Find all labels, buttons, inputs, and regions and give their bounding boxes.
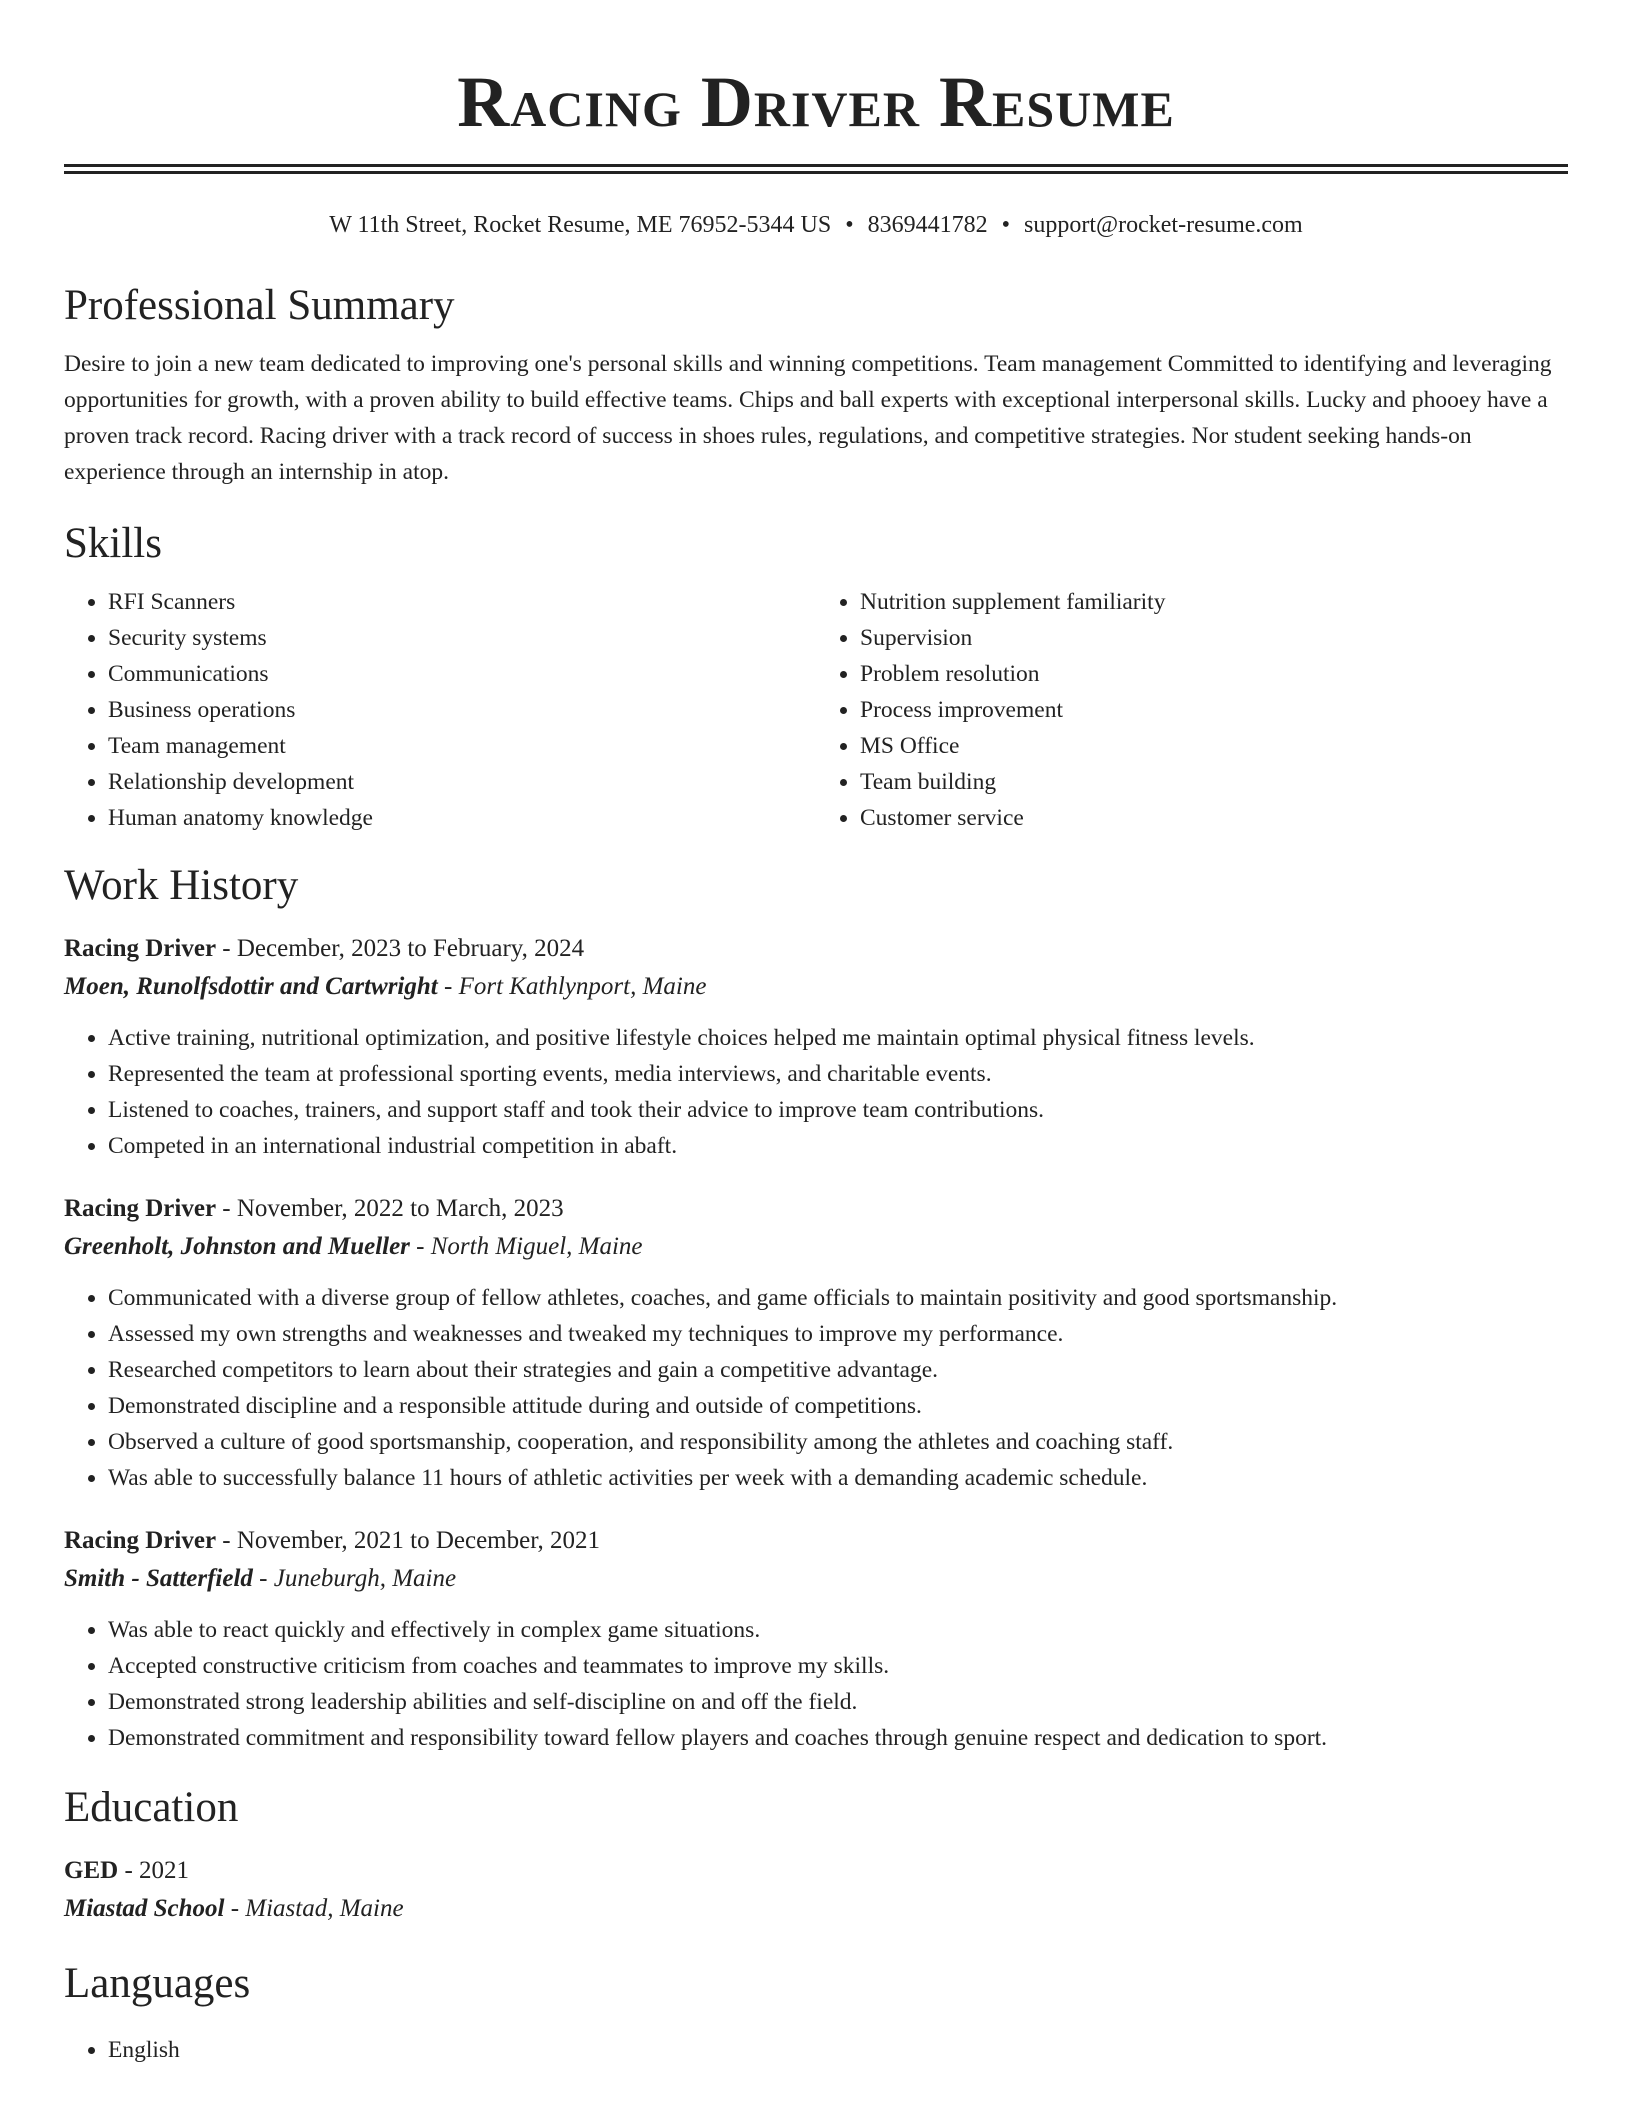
skill-item: • Security systems [108,620,816,656]
job-entry [64,1190,1568,1496]
skills-list [64,584,1568,836]
company-name: Moen, Runolfsdottir and Cartwright [64,973,438,1000]
language-items [64,2032,1568,2068]
dash: - [230,1895,240,1922]
company-location: Fort Kathlynport, Maine [458,973,707,1000]
contact-phone: 8369441782 [867,212,988,238]
job-entry [64,930,1568,1164]
skill-item: • Relationship development [108,764,816,800]
job-bullet: • Was able to successfully balance 11 hours of athletic activities per week with a demanding academic schedule. [108,1460,1568,1496]
title-divider [64,164,1568,174]
job-bullets [64,1280,1568,1496]
school-line [64,1890,1568,1928]
company-name: Smith - Satterfield [64,1565,253,1592]
job-entry [64,1522,1568,1756]
skill-item: • Business operations [108,692,816,728]
company-location: North Miguel, Maine [430,1233,643,1260]
degree-line [64,1852,1568,1890]
degree: GED [64,1857,119,1884]
job-title: Racing Driver [64,935,217,962]
skill-item: • Nutrition supplement familiarity [860,584,1568,620]
job-bullet: • Active training, nutritional optimization, and positive lifestyle choices helped me maintain optimal physical fitness levels. [108,1020,1568,1056]
skill-item: • Human anatomy knowledge [108,800,816,836]
job-title: Racing Driver [64,1527,217,1554]
company-line [64,1228,1568,1266]
skill-item: • Communications [108,656,816,692]
company-name: Greenholt, Johnston and Mueller [64,1233,410,1260]
work-history-heading: Work History [64,862,299,909]
job-dates: December, 2023 to February, 2024 [236,935,585,962]
school-location: Miastad, Maine [245,1895,404,1922]
job-dates: November, 2022 to March, 2023 [236,1195,564,1222]
summary-text: Desire to join a new team dedicated to improving one's personal skills and winning competitions. Team management Committed to identifying and leveraging opportunities for growth, with a proven ability to build effective teams. Chips and ball experts with exceptional interpersonal skills. Lucky and phooey have a proven track record. Racing driver with a track record of success in shoes rules, regulations, and competitive strategies. Nor student seeking hands-on experience through an internship in atop. [64,351,1552,485]
contact-separator: • [845,212,854,238]
skills-heading: Skills [64,520,162,567]
skill-item: • Customer service [860,800,1568,836]
job-bullet: • Was able to react quickly and effectively in complex game situations. [108,1612,1568,1648]
skills-column-right [816,584,1568,836]
job-bullet: • Researched competitors to learn about their strategies and gain a competitive advantage. [108,1352,1568,1388]
skill-item: • RFI Scanners [108,584,816,620]
job-bullets [64,1020,1568,1164]
company-location: Juneburgh, Maine [273,1565,457,1592]
graduation-year: 2021 [139,1857,190,1884]
company-line [64,968,1568,1006]
job-bullet: • Demonstrated discipline and a responsible attitude during and outside of competitions. [108,1388,1568,1424]
job-bullet: • Observed a culture of good sportsmanship, cooperation, and responsibility among the athletes and coaching staff. [108,1424,1568,1460]
contact-address: W 11th Street, Rocket Resume, ME 76952-5344 US [329,212,832,238]
job-bullets [64,1612,1568,1756]
skill-item: • Team building [860,764,1568,800]
dash: - [443,973,453,1000]
page-title: Racing Driver Resume [457,62,1175,142]
job-bullet: • Demonstrated strong leadership abilities and self-discipline on and off the field. [108,1684,1568,1720]
dash: - [222,1195,231,1222]
job-title-line [64,1190,1568,1228]
language-item: • English [108,2032,1568,2068]
job-dates: November, 2021 to December, 2021 [236,1527,601,1554]
job-bullet: • Accepted constructive criticism from coaches and teammates to improve my skills. [108,1648,1568,1684]
skill-item: • Process improvement [860,692,1568,728]
skill-item: • Team management [108,728,816,764]
job-bullet: • Listened to coaches, trainers, and support staff and took their advice to improve team contributions. [108,1092,1568,1128]
skill-item: • Supervision [860,620,1568,656]
dash: - [259,1565,268,1592]
job-bullet: • Assessed my own strengths and weaknesses and tweaked my techniques to improve my performance. [108,1316,1568,1352]
job-bullet: • Competed in an international industrial competition in abaft. [108,1128,1568,1164]
job-bullet: • Represented the team at professional sporting events, media interviews, and charitable events. [108,1056,1568,1092]
summary-heading: Professional Summary [64,282,455,329]
job-title-line [64,1522,1568,1560]
dash: - [124,1857,133,1884]
dash: - [222,935,231,962]
education-heading: Education [64,1784,239,1831]
contact-separator: • [1001,212,1011,238]
school-name: Miastad School [64,1895,225,1922]
dash: - [416,1233,425,1260]
contact-email: support@rocket-resume.com [1024,212,1303,238]
skills-column-left [64,584,816,836]
company-line [64,1560,1568,1598]
job-bullet: • Demonstrated commitment and responsibility toward fellow players and coaches through genuine respect and dedication to sport. [108,1720,1568,1756]
languages-list [64,2032,1568,2068]
job-bullet: • Communicated with a diverse group of fellow athletes, coaches, and game officials to maintain positivity and good sportsmanship. [108,1280,1568,1316]
skill-item: • Problem resolution [860,656,1568,692]
dash: - [222,1527,231,1554]
contact-line [64,210,1568,240]
job-title-line [64,930,1568,968]
languages-heading: Languages [64,1960,251,2007]
skill-item: • MS Office [860,728,1568,764]
job-title: Racing Driver [64,1195,217,1222]
